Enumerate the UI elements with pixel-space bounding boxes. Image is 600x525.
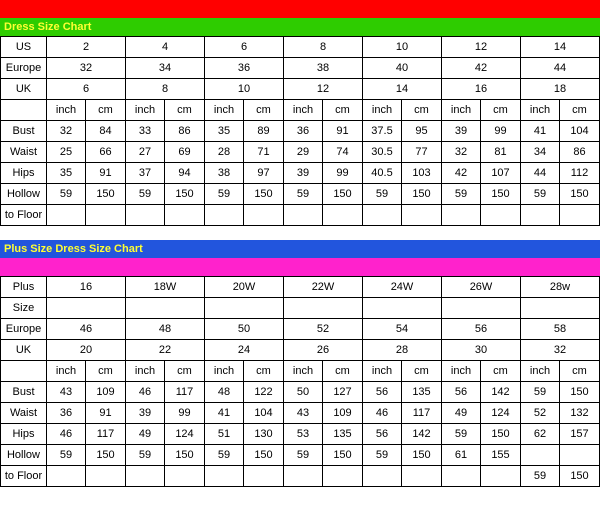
blank-cell [323,466,363,487]
uk-size-cell: 20 [47,340,126,361]
section-gap [0,226,600,240]
bust-value: 32 [47,121,86,142]
magenta-band [0,258,600,276]
unit-header: cm [244,361,284,382]
unit-header: cm [86,361,126,382]
unit-header: cm [402,100,442,121]
hollow-value: 150 [402,184,442,205]
europe-size-cell: 34 [126,58,205,79]
waist-value: 77 [402,142,442,163]
table-row-units [1,100,600,121]
waist-value: 28 [205,142,244,163]
hollow-value: 61 [442,445,481,466]
bust-value: 56 [363,382,402,403]
unit-header: cm [560,361,600,382]
hollow-value: 150 [481,184,521,205]
unit-header: cm [481,100,521,121]
plus-size-cell: 26W [442,277,521,298]
europe-size-cell: 58 [521,319,600,340]
hips-value: 51 [205,424,244,445]
waist-value: 69 [165,142,205,163]
bust-value: 59 [521,382,560,403]
blank-cell [47,466,86,487]
uk-size-cell: 16 [442,79,521,100]
waist-value: 49 [442,403,481,424]
bust-value: 99 [481,121,521,142]
blank-cell [284,298,363,319]
plus-size-cell: 18W [126,277,205,298]
bust-value: 36 [284,121,323,142]
hips-value: 99 [323,163,363,184]
blank-cell [126,466,165,487]
blank-cell [363,298,442,319]
blank-cell [442,205,481,226]
blank-cell [86,205,126,226]
row-label-units-blank [1,100,47,121]
blank-cell [402,205,442,226]
unit-header: cm [323,361,363,382]
hips-value: 94 [165,163,205,184]
table-row-plus-hips [1,424,600,445]
table-row-plus-waist [1,403,600,424]
hips-value: 107 [481,163,521,184]
waist-value: 32 [442,142,481,163]
hollow-value: 59 [47,445,86,466]
bust-value: 89 [244,121,284,142]
hips-value: 157 [560,424,600,445]
unit-header: cm [165,361,205,382]
row-label-units-blank [1,361,47,382]
waist-value: 124 [481,403,521,424]
blank-cell [47,205,86,226]
uk-size-cell: 12 [284,79,363,100]
blank-cell [442,466,481,487]
hollow-tail-value: 59 [521,466,560,487]
table-row-plus [1,277,600,298]
hollow-value: 59 [47,184,86,205]
unit-header: inch [205,361,244,382]
table-row-us [1,37,600,58]
blank-cell [481,466,521,487]
blank-cell [363,466,402,487]
blank-cell [165,205,205,226]
blank-cell [521,205,560,226]
uk-size-cell: 26 [284,340,363,361]
table-row-plus-bust [1,382,600,403]
hollow-value: 59 [521,184,560,205]
row-label-plus: Plus [1,277,47,298]
unit-header: cm [402,361,442,382]
europe-size-cell: 32 [47,58,126,79]
blank-cell [442,298,521,319]
hips-value: 62 [521,424,560,445]
europe-size-cell: 44 [521,58,600,79]
plus-chart-title-band [0,240,600,258]
uk-size-cell: 10 [205,79,284,100]
hips-value: 112 [560,163,600,184]
row-label-hollow: Hollow [1,184,47,205]
uk-size-cell: 28 [363,340,442,361]
hollow-value [521,445,560,466]
table-row-hollow-to-floor [1,184,600,205]
hollow-value: 59 [363,184,402,205]
hips-value: 53 [284,424,323,445]
europe-size-cell: 38 [284,58,363,79]
waist-value: 132 [560,403,600,424]
bust-value: 109 [86,382,126,403]
us-size-cell: 2 [47,37,126,58]
hips-value: 103 [402,163,442,184]
hips-value: 37 [126,163,165,184]
europe-size-cell: 50 [205,319,284,340]
hollow-value [560,445,600,466]
waist-value: 39 [126,403,165,424]
blank-cell [126,205,165,226]
waist-value: 74 [323,142,363,163]
waist-value: 81 [481,142,521,163]
bust-value: 104 [560,121,600,142]
europe-size-cell: 56 [442,319,521,340]
waist-value: 91 [86,403,126,424]
unit-header: inch [205,100,244,121]
blank-cell [86,466,126,487]
bust-value: 150 [560,382,600,403]
hollow-value: 59 [442,184,481,205]
uk-size-cell: 18 [521,79,600,100]
hollow-value: 150 [165,445,205,466]
waist-value: 30.5 [363,142,402,163]
blank-cell [165,466,205,487]
dress-chart-title-band [0,18,600,36]
hips-value: 117 [86,424,126,445]
unit-header: inch [521,361,560,382]
table-row-bust [1,121,600,142]
waist-value: 104 [244,403,284,424]
blank-cell [47,298,126,319]
plus-size-cell: 28w [521,277,600,298]
table-row-uk [1,79,600,100]
blank-cell [284,466,323,487]
hips-value: 97 [244,163,284,184]
bust-value: 39 [442,121,481,142]
hips-value: 40.5 [363,163,402,184]
hips-value: 44 [521,163,560,184]
hollow-value: 150 [86,184,126,205]
hips-value: 39 [284,163,323,184]
uk-size-cell: 32 [521,340,600,361]
blank-cell [560,205,600,226]
waist-value: 43 [284,403,323,424]
hips-value: 46 [47,424,86,445]
blank-cell [205,298,284,319]
hips-value: 130 [244,424,284,445]
row-label-bust: Bust [1,121,47,142]
table-row-plus-units [1,361,600,382]
waist-value: 46 [363,403,402,424]
unit-header: inch [126,361,165,382]
row-label-europe: Europe [1,58,47,79]
bust-value: 135 [402,382,442,403]
row-label-europe: Europe [1,319,47,340]
hips-value: 124 [165,424,205,445]
bust-value: 56 [442,382,481,403]
bust-value: 86 [165,121,205,142]
uk-size-cell: 6 [47,79,126,100]
hollow-value: 59 [284,184,323,205]
blank-cell [244,466,284,487]
hollow-value: 150 [244,184,284,205]
bust-value: 41 [521,121,560,142]
europe-size-cell: 52 [284,319,363,340]
table-row-europe [1,58,600,79]
bust-value: 43 [47,382,86,403]
hollow-value: 155 [481,445,521,466]
unit-header: cm [560,100,600,121]
hips-value: 135 [323,424,363,445]
plus-size-cell: 20W [205,277,284,298]
row-label-waist: Waist [1,403,47,424]
table-row-plus-europe [1,319,600,340]
row-label-waist: Waist [1,142,47,163]
hollow-value: 150 [86,445,126,466]
blank-cell [323,205,363,226]
row-label-us: US [1,37,47,58]
hollow-value: 150 [244,445,284,466]
hips-value: 38 [205,163,244,184]
blank-cell [481,205,521,226]
row-label-to-floor: to Floor [1,466,47,487]
uk-size-cell: 22 [126,340,205,361]
unit-header: cm [481,361,521,382]
europe-size-cell: 42 [442,58,521,79]
bust-value: 50 [284,382,323,403]
row-label-hips: Hips [1,424,47,445]
bust-value: 142 [481,382,521,403]
table-row-hollow-to-floor-2 [1,205,600,226]
hollow-value: 59 [284,445,323,466]
waist-value: 29 [284,142,323,163]
bust-value: 117 [165,382,205,403]
unit-header: inch [442,361,481,382]
uk-size-cell: 8 [126,79,205,100]
bust-value: 33 [126,121,165,142]
plus-chart-title: Plus Size Dress Size Chart [4,243,143,255]
hips-value: 59 [442,424,481,445]
bust-value: 46 [126,382,165,403]
bust-value: 95 [402,121,442,142]
waist-value: 36 [47,403,86,424]
waist-value: 99 [165,403,205,424]
table-row-hips [1,163,600,184]
bust-value: 91 [323,121,363,142]
waist-value: 27 [126,142,165,163]
us-size-cell: 14 [521,37,600,58]
bust-value: 127 [323,382,363,403]
hips-value: 42 [442,163,481,184]
unit-header: cm [244,100,284,121]
waist-value: 41 [205,403,244,424]
unit-header: cm [165,100,205,121]
plus-size-cell: 16 [47,277,126,298]
table-row-size-label [1,298,600,319]
row-label-to-floor: to Floor [1,205,47,226]
plus-size-cell: 22W [284,277,363,298]
uk-size-cell: 30 [442,340,521,361]
table-row-plus-to-floor [1,466,600,487]
unit-header: cm [323,100,363,121]
waist-value: 52 [521,403,560,424]
row-label-bust: Bust [1,382,47,403]
hollow-value: 59 [126,445,165,466]
blank-cell [521,298,600,319]
table-row-plus-hollow [1,445,600,466]
bust-value: 48 [205,382,244,403]
hollow-value: 59 [205,445,244,466]
europe-size-cell: 54 [363,319,442,340]
blank-cell [205,205,244,226]
hollow-value: 59 [205,184,244,205]
top-red-band [0,0,600,18]
blank-cell [402,466,442,487]
unit-header: inch [442,100,481,121]
hips-value: 150 [481,424,521,445]
unit-header: inch [363,100,402,121]
unit-header: inch [47,361,86,382]
blank-cell [126,298,205,319]
blank-cell [284,205,323,226]
hollow-value: 59 [363,445,402,466]
hollow-value: 150 [323,445,363,466]
hollow-value: 150 [402,445,442,466]
waist-value: 71 [244,142,284,163]
unit-header: cm [86,100,126,121]
us-size-cell: 4 [126,37,205,58]
unit-header: inch [47,100,86,121]
waist-value: 66 [86,142,126,163]
hips-value: 49 [126,424,165,445]
row-label-size: Size [1,298,47,319]
plus-size-cell: 24W [363,277,442,298]
hips-value: 56 [363,424,402,445]
dress-size-table [0,36,600,226]
row-label-uk: UK [1,340,47,361]
waist-value: 109 [323,403,363,424]
europe-size-cell: 46 [47,319,126,340]
hollow-value: 59 [126,184,165,205]
us-size-cell: 8 [284,37,363,58]
hollow-value: 150 [165,184,205,205]
uk-size-cell: 14 [363,79,442,100]
us-size-cell: 12 [442,37,521,58]
waist-value: 86 [560,142,600,163]
hips-value: 35 [47,163,86,184]
europe-size-cell: 36 [205,58,284,79]
waist-value: 117 [402,403,442,424]
hollow-tail-value: 150 [560,466,600,487]
hips-value: 91 [86,163,126,184]
blank-cell [363,205,402,226]
blank-cell [244,205,284,226]
unit-header: inch [363,361,402,382]
bust-value: 122 [244,382,284,403]
row-label-uk: UK [1,79,47,100]
unit-header: inch [284,361,323,382]
uk-size-cell: 24 [205,340,284,361]
unit-header: inch [126,100,165,121]
row-label-hips: Hips [1,163,47,184]
us-size-cell: 6 [205,37,284,58]
table-row-plus-uk [1,340,600,361]
hips-value: 142 [402,424,442,445]
bust-value: 84 [86,121,126,142]
hollow-value: 150 [560,184,600,205]
blank-cell [205,466,244,487]
dress-chart-title: Dress Size Chart [4,21,92,33]
us-size-cell: 10 [363,37,442,58]
unit-header: inch [284,100,323,121]
waist-value: 34 [521,142,560,163]
waist-value: 25 [47,142,86,163]
bust-value: 37.5 [363,121,402,142]
table-row-waist [1,142,600,163]
hollow-value: 150 [323,184,363,205]
unit-header: inch [521,100,560,121]
plus-size-table [0,276,600,487]
europe-size-cell: 48 [126,319,205,340]
bust-value: 35 [205,121,244,142]
row-label-hollow: Hollow [1,445,47,466]
europe-size-cell: 40 [363,58,442,79]
